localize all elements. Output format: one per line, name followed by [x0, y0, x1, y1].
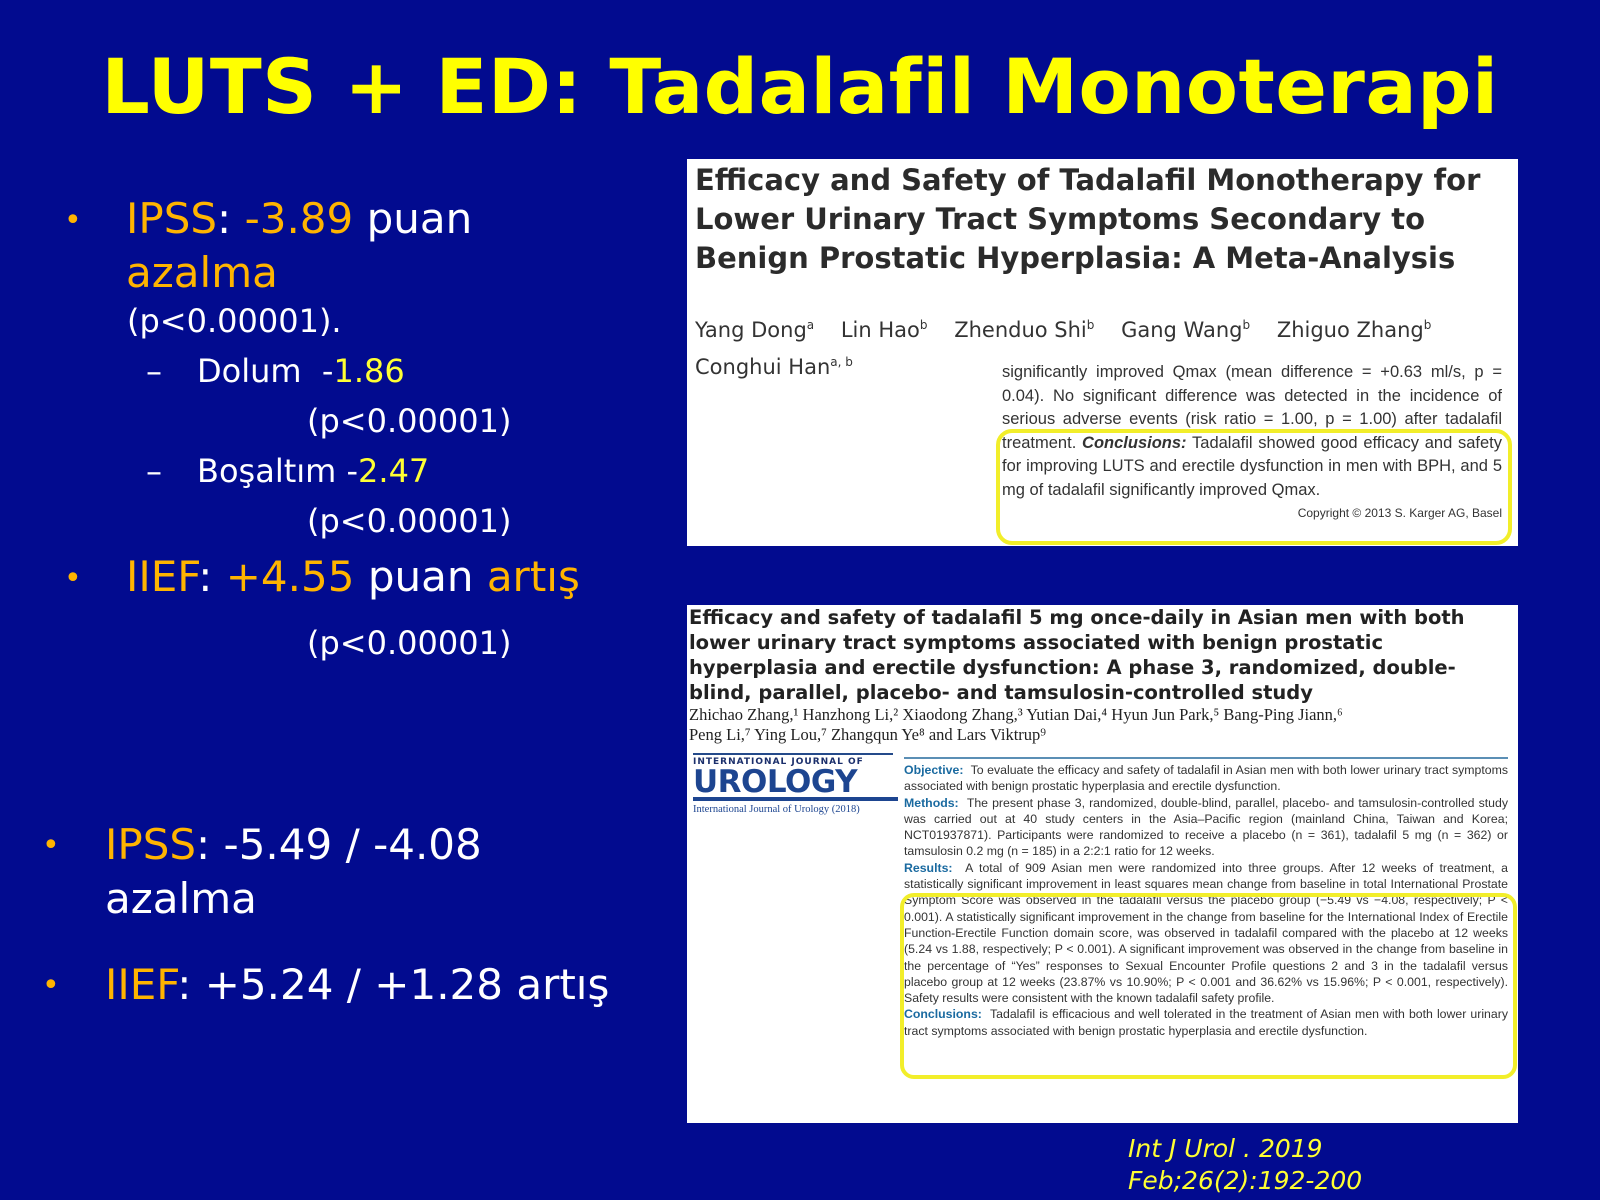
sub-bosaltim [197, 452, 429, 490]
ipss-colon: : [217, 194, 232, 243]
bosaltim-pvalue: (p<0.00001) [307, 502, 512, 540]
iief-colon: : [198, 552, 213, 601]
paper1-title: Efficacy and Safety of Tadalafil Monotherapy for Lower Urinary Tract Symptoms Secondary to Benign Prostatic Hyperplasia: A Meta-Analysis [695, 163, 1481, 275]
conclusions-label: Conclusions: [904, 1007, 982, 1022]
paper2-authors [689, 705, 1514, 745]
ipss2-values: : -5.49 / -4.08 [196, 820, 482, 869]
author: Conghui Han$^{a, b}$ [695, 355, 853, 379]
author: Lin Hao$^b$ [840, 318, 928, 342]
objective-text: To evaluate the efficacy and safety of tadalafil in Asian men with both lower urinary tract symptoms associated with benign prostatic hyperplasia and erectile dysfunction. [904, 763, 1508, 794]
author: Zhiguo Zhang$^b$ [1276, 318, 1432, 342]
slide-title: LUTS + ED: Tadalafil Monoterapi [101, 42, 1499, 131]
ipss-value: -3.89 [244, 194, 354, 243]
paper1-conclusions-text: Tadalafil showed good efficacy and safety for improving LUTS and erectile dysfunction in men with BPH, and 5 mg of tadalafil significantly improved Qmax. [1002, 433, 1503, 499]
dolum-value: 1.86 [333, 352, 405, 390]
author: Zhenduo Shi$^b$ [954, 318, 1095, 342]
paper2-abstract [904, 757, 1508, 1039]
ipss-label: IPSS [126, 194, 218, 243]
iief2-values: : +5.24 / +1.28 artış [177, 960, 610, 1009]
ipss-unit: puan [366, 194, 473, 243]
paper-meta-analysis [687, 159, 1518, 546]
author: Yang Dong$^a$ [695, 318, 815, 342]
journal-logo-top: INTERNATIONAL JOURNAL OF [693, 757, 864, 767]
authors-line: Peng Li,⁷ Ying Lou,⁷ Zhangqun Ye⁸ and Lars Viktrup⁹ [689, 725, 1047, 744]
sub-dolum [197, 352, 405, 390]
methods-text: The present phase 3, randomized, double-blind, parallel, placebo- and tamsulosin-controlled study was carried out at 40 study centers in the Asia–Pacific region (mainland China, Taiwan and Korea; NCT01937871). Participants were randomized to receive a placebo (n = 361), tadalafil 5 mg (n = 362) or tamsulosin 0.2 mg (n = 185) in a 2:2:1 ratio for 12 weeks. [904, 795, 1508, 859]
journal-logo [693, 753, 893, 815]
results-text: A total of 909 Asian men were randomized into three groups. After 12 weeks of treatment, a statistically significant improvement in least squares mean change from baseline in total International Prostate Symptom Score was observed in the tadalafil versus the placebo group (−5.49 vs −4.08, respectively; P < 0.001). A statistically significant improvement in the change from baseline for the International Index of Erectile Function-Erectile Function domain score, was observed in tadalafil compared with the placebo at 12 weeks (5.24 vs 1.88, respectively; P < 0.001). A significant improvement was observed in the change from baseline in the percentage of “Yes” responses to Sexual Encounter Profile questions 2 and 3 in the tadalafil versus placebo group at 12 weeks (23.87% vs 10.90%; P < 0.001 and 36.62% vs 15.96%; P < 0.001, respectively). Safety results were consistent with the known tadalafil safety profile. [904, 860, 1508, 1006]
paper2-title: Efficacy and safety of tadalafil 5 mg once-daily in Asian men with both lower urinary tract symptoms associated with benign prostatic hyperplasia and erectile dysfunction: A phase 3, randomized, double-blind, parallel, placebo- and tamsulosin-controlled study [689, 606, 1465, 704]
bullet-marker: • [64, 203, 82, 238]
ipss2-verb: azalma [105, 874, 257, 923]
paper-phase3-study [687, 605, 1518, 1123]
results-label: Results: [904, 860, 953, 875]
ipss-pvalue: (p<0.00001). [127, 302, 342, 340]
citation-line: Feb;26(2):192-200 [1128, 1166, 1363, 1195]
ipss2-label: IPSS [105, 820, 197, 869]
sub-dash: – [146, 452, 162, 490]
bullet-ipss-meta [126, 192, 646, 300]
bosaltim-value: 2.47 [358, 452, 430, 490]
bullet-iief-meta [126, 550, 686, 604]
iief-label: IIEF [126, 552, 199, 601]
paper1-abstract [1002, 361, 1502, 526]
bullet-marker: • [42, 828, 60, 863]
iief-value: +4.55 [225, 552, 355, 601]
sub-dash: – [146, 352, 162, 390]
bullet-marker: • [42, 968, 60, 1003]
conclusions-text: Tadalafil is efficacious and well tolerated in the treatment of Asian men with both lower urinary tract symptoms associated with benign prostatic hyperplasia and erectile dysfunction. [904, 1007, 1508, 1038]
bullet-marker: • [64, 561, 82, 596]
journal-logo-sub: International Journal of Urology (2018) [693, 804, 860, 815]
iief2-label: IIEF [105, 960, 178, 1009]
journal-logo-name: UROLOGY [693, 767, 898, 801]
ipss-verb: azalma [126, 248, 278, 297]
iief-pvalue: (p<0.00001) [307, 624, 512, 662]
bosaltim-label: Boşaltım - [197, 452, 359, 490]
citation [1128, 1133, 1428, 1197]
methods-label: Methods: [904, 795, 959, 810]
author: Gang Wang$^b$ [1121, 318, 1251, 342]
iief-unit: puan [367, 552, 474, 601]
bullet-ipss-study [105, 818, 665, 926]
citation-line: Int J Urol . 2019 [1128, 1134, 1323, 1163]
paper1-abstract-text: significantly improved Qmax (mean difference = +0.63 ml/s, p = 0.04). No significant difference was detected in the incidence of serious adverse events (risk ratio = 1.00, p = 1.00) after tadalafil treatment. [1002, 363, 1502, 452]
authors-line: Zhichao Zhang,¹ Hanzhong Li,² Xiaodong Zhang,³ Yutian Dai,⁴ Hyun Jun Park,⁵ Bang-Ping Jiann,⁶ [689, 705, 1343, 724]
paper1-conclusions-label: Conclusions: [1082, 433, 1187, 452]
paper1-copyright: Copyright © 2013 S. Karger AG, Basel [1297, 506, 1502, 520]
iief-verb: artış [486, 552, 580, 601]
dolum-label: Dolum - [197, 352, 334, 390]
objective-label: Objective: [904, 763, 964, 777]
bullet-iief-study [105, 958, 665, 1012]
dolum-pvalue: (p<0.00001) [307, 402, 512, 440]
